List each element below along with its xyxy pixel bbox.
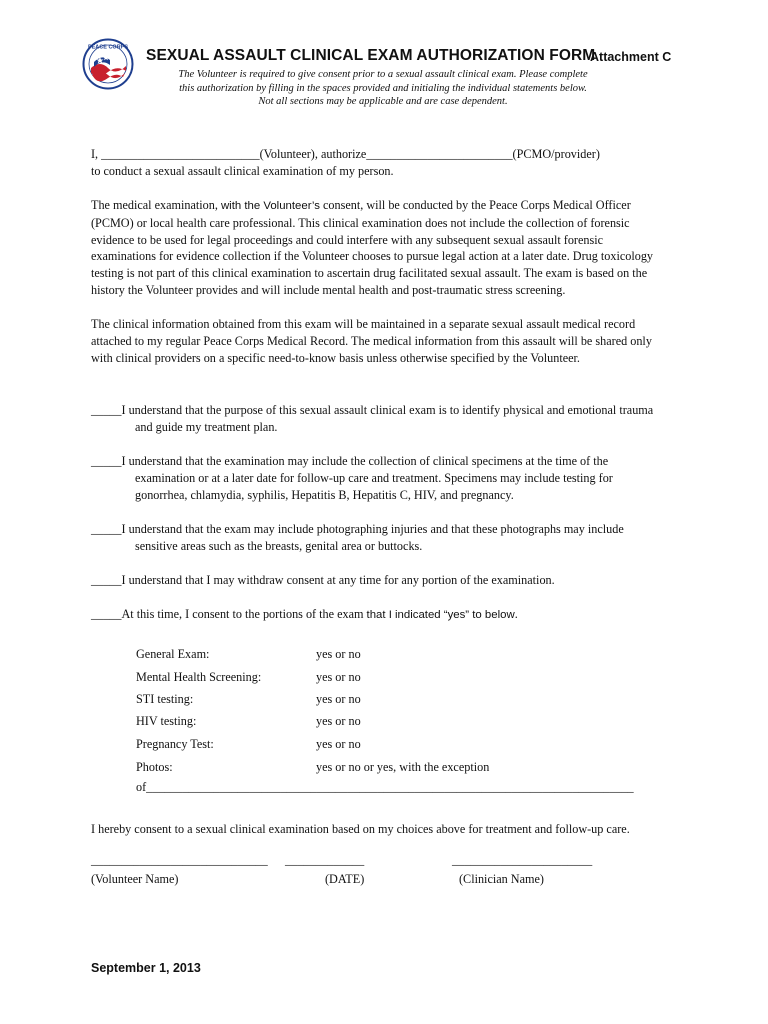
statement-text: sensitive areas such as the breasts, genital area or buttocks. — [135, 538, 423, 553]
choice-options[interactable]: yes or no — [316, 714, 361, 728]
clinical-info-line: The clinical information obtained from this exam will be maintained in a separate sexual assault medical record — [91, 317, 636, 331]
medical-exam-line: examinations for evidence collection if the Volunteer chooses to pursue legal action at a later date. Drug toxicology — [91, 249, 654, 264]
date-line[interactable]: _____________ — [285, 853, 365, 867]
choice-photos[interactable] — [136, 760, 489, 775]
clinician-name-label: (Clinician Name) — [459, 872, 544, 886]
authorization-line: I, __________________________(Volunteer), authorize________________________(PCMO/provider) — [91, 147, 600, 161]
statement-text: _____I understand that the purpose of this sexual assault clinical exam is to identify physical and emotional trauma — [91, 403, 654, 417]
choice-label: HIV testing: — [136, 714, 197, 728]
statement-text: examination or at a later date for follow-up care and treatment. Specimens may include testing for — [135, 470, 613, 485]
authorization-paragraph — [91, 146, 681, 180]
statement-text: _____I understand that I may withdraw consent at any time for any portion of the examination. — [91, 573, 555, 587]
choice-options[interactable]: yes or no — [316, 737, 361, 751]
choice-general-exam[interactable] — [136, 647, 361, 662]
text-segment: . — [514, 607, 518, 621]
choice-label: Pregnancy Test: — [136, 737, 214, 751]
statement-photographs[interactable] — [91, 521, 691, 555]
attachment-label: Attachment C — [590, 50, 672, 64]
medical-exam-line: evidence to be used for legal proceedings and could interfere with any subsequent sexual assault forensic — [91, 232, 604, 247]
intro-line: The Volunteer is required to give consent prior to a sexual assault clinical exam. Please complete — [178, 69, 588, 80]
statement-text — [91, 606, 691, 624]
volunteer-name-label: (Volunteer Name) — [91, 872, 179, 886]
choice-label: STI testing: — [136, 692, 194, 706]
form-title: SEXUAL ASSAULT CLINICAL EXAM AUTHORIZATION FORM — [146, 47, 596, 64]
medical-exam-line: (PCMO) or local health care professional. This clinical examination does not include the collection of forensic — [91, 215, 630, 230]
intro-line: this authorization by filling in the spaces provided and initialing the individual statements below. — [179, 82, 587, 94]
clinical-info-line: attached to my regular Peace Corps Medical Record. The medical information from this assault will be shared only — [91, 333, 652, 348]
medical-exam-line: history the Volunteer provides and will include mental health and post-traumatic stress screening. — [91, 282, 566, 297]
intro-line: Not all sections may be applicable and are case dependent. — [258, 96, 508, 107]
choice-options[interactable]: yes or no — [316, 670, 361, 684]
choice-hiv-testing[interactable] — [136, 714, 361, 729]
footer-date: September 1, 2013 — [91, 961, 201, 975]
peace-corps-logo — [82, 38, 134, 90]
statement-purpose[interactable] — [91, 402, 691, 436]
clinical-info-line: with clinical providers on a specific need-to-know basis unless otherwise specified by the Volunteer. — [91, 350, 580, 365]
intro-instructions — [148, 68, 618, 109]
choice-sti-testing[interactable] — [136, 692, 361, 707]
choice-options[interactable]: yes or no — [316, 647, 361, 661]
medical-exam-line: testing is not part of this clinical examination to ascertain drug facilitated sexual assault. The exam is based on the — [91, 266, 648, 281]
exception-field[interactable]: of________________________________________________________________________________ — [136, 780, 634, 794]
statement-text: and guide my treatment plan. — [135, 419, 278, 434]
medical-exam-paragraph — [91, 197, 681, 299]
choice-mental-health[interactable] — [136, 670, 361, 685]
volunteer-name-line[interactable]: _____________________________ — [91, 853, 268, 867]
clinical-info-paragraph — [91, 316, 681, 366]
logo-text: PEACE CORPS — [87, 44, 129, 51]
medical-exam-line — [91, 197, 681, 215]
choice-label: Mental Health Screening: — [136, 670, 262, 684]
statement-withdraw[interactable] — [91, 572, 691, 589]
authorization-line: to conduct a sexual assault clinical examination of my person. — [91, 163, 394, 178]
text-segment: The medical examination, — [91, 198, 221, 212]
statement-consent-portions[interactable] — [91, 606, 691, 624]
statement-text: _____I understand that the examination may include the collection of clinical specimens at the time of the — [91, 454, 609, 468]
text-segment: consent, will be conducted by the Peace Corps Medical Officer — [319, 198, 631, 212]
choice-pregnancy-test[interactable] — [136, 737, 361, 752]
final-consent-text: I hereby consent to a sexual clinical examination based on my choices above for treatment and follow-up care. — [91, 822, 630, 836]
date-label: (DATE) — [325, 872, 365, 886]
choice-label: Photos: — [136, 760, 173, 774]
text-segment: that I indicated “yes” to below — [366, 609, 515, 621]
choice-options[interactable]: yes or no — [316, 692, 361, 706]
statement-text: _____I understand that the exam may include photographing injuries and that these photographs may include — [91, 522, 624, 536]
final-consent-statement — [91, 821, 681, 838]
choice-label: General Exam: — [136, 647, 210, 661]
statement-specimens[interactable] — [91, 453, 691, 503]
statement-text: gonorrhea, chlamydia, syphilis, Hepatitis B, Hepatitis C, HIV, and pregnancy. — [135, 487, 514, 502]
text-segment: with the Volunteer’s — [220, 200, 320, 212]
clinician-name-line[interactable]: _______________________ — [452, 853, 593, 867]
text-segment: _____At this time, I consent to the portions of the exam — [91, 607, 367, 621]
choice-options[interactable]: yes or no or yes, with the exception — [316, 760, 490, 774]
